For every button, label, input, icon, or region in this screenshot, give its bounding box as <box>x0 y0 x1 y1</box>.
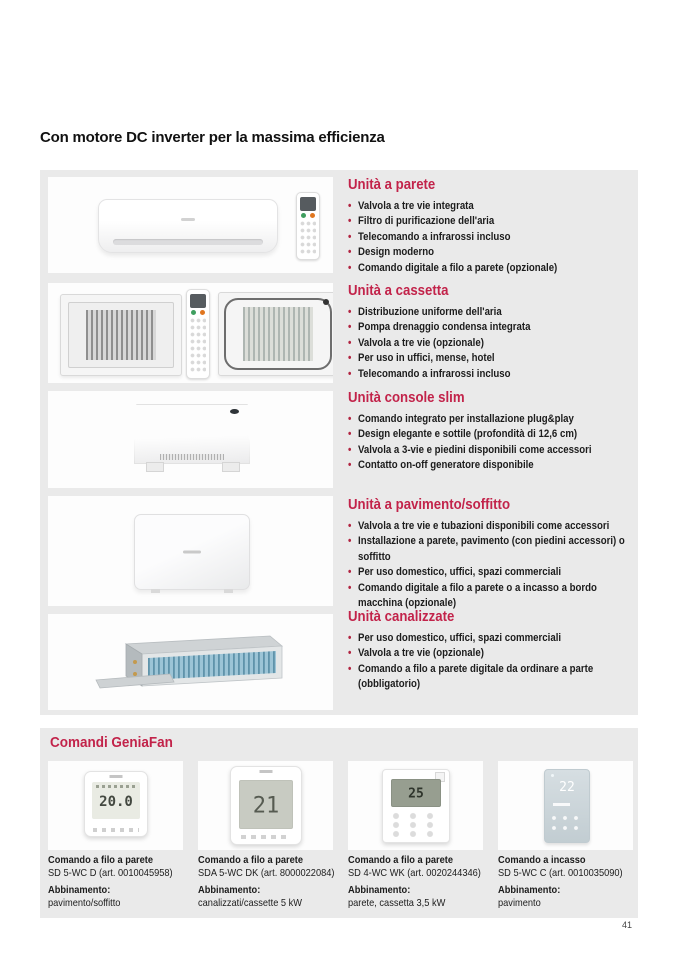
controller-title: Comando a filo a parete <box>348 855 454 866</box>
cassette-grille <box>86 310 156 360</box>
bullet-dot: • <box>348 321 352 334</box>
controller-buttons <box>93 828 139 832</box>
bullet-item <box>348 230 632 245</box>
console-grille <box>160 454 224 460</box>
bullet-dot: • <box>348 581 352 594</box>
mode-icon <box>551 774 554 777</box>
bullet-item <box>348 646 632 661</box>
controller-title: Comando a filo a parete <box>48 855 154 866</box>
bullet-dot: • <box>348 367 352 380</box>
floor-ceiling-unit-photo <box>48 496 333 606</box>
floor-unit-body <box>134 514 250 590</box>
flush-mount-controller <box>544 769 590 843</box>
abbinamento-value: pavimento/soffitto <box>48 897 121 909</box>
bullet-dot: • <box>348 535 352 548</box>
controller-lcd <box>391 779 441 807</box>
abbinamento-value: canalizzati/cassette 5 kW <box>198 897 303 909</box>
console-foot <box>222 462 240 472</box>
brand-logo <box>181 218 195 221</box>
floor-unit-foot <box>224 589 233 593</box>
controller-title: Comando a filo a parete <box>198 855 304 866</box>
controller-model: SD 4-WC WK (art. 0020244346) <box>348 867 481 879</box>
bullet-text: Telecomando a infrarossi incluso <box>358 367 511 380</box>
page-title: Con motore DC inverter per la massima efficienza <box>40 129 385 146</box>
console-foot <box>146 462 164 472</box>
bullet-item <box>348 336 632 351</box>
bullet-text: Per uso in uffici, mense, hotel <box>358 352 495 365</box>
section-unita-console-slim <box>348 389 632 474</box>
remote-keypad <box>300 221 316 255</box>
controller-caption <box>48 855 192 910</box>
wired-controller <box>230 766 302 845</box>
bullet-text: Valvola a 3-vie e piedini disponibili come accessori <box>358 443 592 456</box>
page-number: 41 <box>622 920 633 930</box>
controller-model: SD 5-WC C (art. 0010035090) <box>498 867 623 879</box>
controller-photo-sda5wcdk <box>198 761 333 850</box>
bullet-dot: • <box>348 246 352 259</box>
abbinamento-label: Abbinamento: <box>498 885 561 897</box>
bullet-text: Comando a filo a parete digitale da ordinare a parte (obbligatorio) <box>358 662 594 691</box>
cassette-frame <box>68 302 174 368</box>
console-slim-photo <box>48 391 333 488</box>
section-heading: Unità a pavimento/soffitto <box>348 497 511 513</box>
comandi-geniafan-panel <box>40 728 638 918</box>
comandi-heading: Comandi GeniaFan <box>50 735 173 751</box>
bullet-item <box>348 534 632 565</box>
abbinamento-label: Abbinamento: <box>48 885 111 897</box>
bullet-text: Per uso domestico, uffici, spazi commerciali <box>358 632 562 644</box>
bullet-text: Comando integrato per installazione plug&play <box>358 413 574 425</box>
product-overview-panel <box>40 170 638 715</box>
bullet-dot: • <box>348 215 352 228</box>
bullet-text: Pompa drenaggio condensa integrata <box>358 321 531 334</box>
bullet-dot: • <box>348 647 352 660</box>
bullet-item <box>348 261 632 276</box>
bullet-item <box>348 581 632 612</box>
bullet-dot: • <box>348 200 352 212</box>
section-heading: Unità a parete <box>348 177 436 193</box>
cassette-grille <box>243 307 313 361</box>
controller-photo-sd4wcwk <box>348 761 483 850</box>
bullet-dot: • <box>348 632 352 644</box>
bullet-dot: • <box>348 566 352 579</box>
bullet-text: Per uso domestico, uffici, spazi commerciali <box>358 566 562 579</box>
abbinamento-value: parete, cassetta 3,5 kW <box>348 897 446 909</box>
abbinamento-label: Abbinamento: <box>198 885 261 897</box>
controller-photo-sd5wcc <box>498 761 633 850</box>
section-unita-a-pavimento-soffitto <box>348 496 632 611</box>
bullet-dot: • <box>348 230 352 243</box>
bullet-item <box>348 458 632 473</box>
ir-remote-icon <box>186 289 210 379</box>
cassette-ring <box>224 298 332 370</box>
remote-power-buttons <box>297 213 319 218</box>
remote-keypad <box>190 318 206 374</box>
bullet-dot: • <box>348 428 352 441</box>
bullet-item <box>348 351 632 366</box>
brand-logo <box>260 770 273 773</box>
controller-model: SDA 5-WC DK (art. 8000022084) <box>198 867 335 879</box>
bullet-dot: • <box>348 413 352 425</box>
bullet-item <box>348 427 632 442</box>
remote-screen <box>300 197 316 211</box>
remote-power-buttons <box>187 310 209 315</box>
ir-remote-icon <box>296 192 320 260</box>
bullet-text: Telecomando a infrarossi incluso <box>358 230 511 243</box>
lcd-icon-row <box>96 785 136 788</box>
bullet-dot: • <box>348 352 352 365</box>
lcd-temperature: 20.0 <box>99 793 133 810</box>
section-heading: Unità canalizzate <box>348 609 455 625</box>
floor-unit-foot <box>151 589 160 593</box>
wall-unit-body <box>98 199 278 253</box>
bullet-text: Distribuzione uniforme dell'aria <box>358 306 502 318</box>
bullet-item <box>348 565 632 580</box>
cassette-sensor-dot <box>323 299 329 305</box>
lcd-temperature: 21 <box>252 793 280 819</box>
bullet-dot: • <box>348 459 352 472</box>
bullet-dot: • <box>348 336 352 349</box>
section-unita-canalizzate <box>348 608 632 693</box>
bullet-item <box>348 367 632 382</box>
bullet-dot: • <box>348 261 352 274</box>
bullet-item <box>348 305 632 320</box>
ducted-unit-photo <box>48 614 333 710</box>
controller-title: Comando a incasso <box>498 855 586 866</box>
wired-controller <box>84 771 148 837</box>
bullet-item <box>348 214 632 229</box>
bullet-item <box>348 662 632 693</box>
bullet-text: Comando digitale a filo a parete o a incasso a bordo macchina (opzionale) <box>358 581 597 610</box>
bullet-text: Design moderno <box>358 246 435 259</box>
bullet-dot: • <box>348 306 352 318</box>
wall-unit-photo <box>48 177 333 273</box>
section-unita-a-parete <box>348 176 632 276</box>
bullet-item <box>348 519 632 534</box>
bullet-item <box>348 199 632 214</box>
cassette-unit-left <box>60 294 182 376</box>
console-body <box>134 404 250 464</box>
section-heading: Unità console slim <box>348 390 465 406</box>
wired-controller <box>382 769 450 843</box>
controller-lcd <box>92 782 140 819</box>
controller-caption <box>348 855 492 910</box>
bullet-text: Valvola a tre vie e tubazioni disponibili come accessori <box>358 520 610 532</box>
controller-model: SD 5-WC D (art. 0010045958) <box>48 867 173 879</box>
bullet-text: Valvola a tre vie (opzionale) <box>358 336 484 349</box>
controller-lcd <box>239 780 293 829</box>
display-divider <box>553 803 570 806</box>
abbinamento-label: Abbinamento: <box>348 885 411 897</box>
bullet-dot: • <box>348 443 352 456</box>
bullet-text: Valvola a tre vie (opzionale) <box>358 647 484 660</box>
bullet-item <box>348 631 632 646</box>
section-heading: Unità a cassetta <box>348 283 449 299</box>
bullet-item <box>348 412 632 427</box>
brand-logo <box>183 551 201 554</box>
controller-button-grid <box>391 812 441 837</box>
bullet-text: Filtro di purificazione dell'aria <box>358 215 495 228</box>
cassette-unit-right <box>218 292 333 376</box>
bullet-dot: • <box>348 662 352 675</box>
abbinamento-value: pavimento <box>498 897 541 909</box>
remote-screen <box>190 294 206 308</box>
console-control-dot <box>230 409 239 414</box>
bullet-dot: • <box>348 520 352 532</box>
lcd-temperature: 22 <box>559 780 575 795</box>
brand-logo <box>110 775 123 778</box>
bullet-text: Contatto on-off generatore disponibile <box>358 459 534 472</box>
bullet-item <box>348 245 632 260</box>
wall-unit-vent <box>113 239 263 245</box>
bullet-item <box>348 443 632 458</box>
bullet-text: Valvola a tre vie integrata <box>358 200 474 212</box>
controller-photo-sd5wcd <box>48 761 183 850</box>
lcd-temperature: 25 <box>408 786 424 802</box>
controller-caption <box>198 855 342 910</box>
cassette-units-photo <box>48 283 333 383</box>
controller-buttons <box>241 835 291 839</box>
bullet-text: Design elegante e sottile (profondità di 12,6 cm) <box>358 428 578 441</box>
touch-keys <box>551 815 583 834</box>
bullet-text: Installazione a parete, pavimento (con piedini accessori) o soffitto <box>358 535 625 563</box>
controller-caption <box>498 855 642 910</box>
bullet-item <box>348 320 632 335</box>
section-unita-a-cassetta <box>348 282 632 382</box>
bullet-text: Comando digitale a filo a parete (opzionale) <box>358 261 558 274</box>
ducted-unit-drawing <box>48 614 333 710</box>
